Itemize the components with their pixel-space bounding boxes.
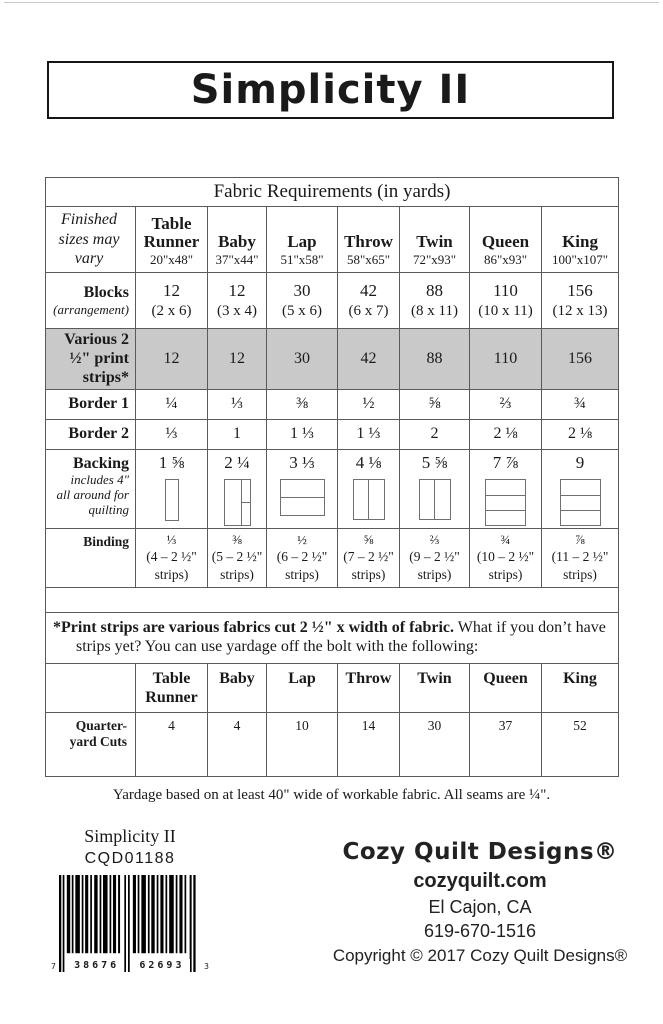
backing-cell: 4 ⅛ bbox=[338, 449, 400, 528]
strips-cell: 42 bbox=[338, 329, 400, 390]
quarter-cell: 14 bbox=[338, 712, 400, 776]
border2-cell: 2 ⅛ bbox=[542, 419, 619, 449]
border1-label: Border 1 bbox=[46, 389, 136, 419]
q-col-throw: Throw bbox=[338, 663, 400, 712]
barcode-lead-digit: 7 bbox=[51, 962, 56, 971]
blocks-cell: 88 (8 x 11) bbox=[400, 273, 470, 329]
col-header-table-runner: Table Runner 20"x48" bbox=[136, 207, 208, 273]
quarter-cell: 30 bbox=[400, 712, 470, 776]
q-col-baby: Baby bbox=[208, 663, 267, 712]
q-col-twin: Twin bbox=[400, 663, 470, 712]
strips-cell: 12 bbox=[136, 329, 208, 390]
quarter-cell: 10 bbox=[267, 712, 338, 776]
border2-label: Border 2 bbox=[46, 419, 136, 449]
backing-diagram-three-horizontal-panels bbox=[560, 479, 601, 526]
finished-sizes-note: Finished sizes may vary bbox=[46, 207, 136, 273]
blocks-cell: 110 (10 x 11) bbox=[470, 273, 542, 329]
quarter-yard-cuts-label: Quarter-yard Cuts bbox=[46, 712, 136, 776]
border2-cell: ⅓ bbox=[136, 419, 208, 449]
border2-cell: 2 bbox=[400, 419, 470, 449]
pattern-name: Simplicity II bbox=[84, 826, 176, 846]
spacer-cell bbox=[46, 587, 619, 612]
barcode-trail-digit: 3 bbox=[204, 962, 209, 971]
backing-cell: 5 ⅝ bbox=[400, 449, 470, 528]
border1-cell: ⅜ bbox=[267, 389, 338, 419]
blocks-cell: 30 (5 x 6) bbox=[267, 273, 338, 329]
border2-cell: 1 ⅓ bbox=[338, 419, 400, 449]
backing-label: Backing includes 4″ all around for quilting bbox=[46, 449, 136, 528]
title-banner bbox=[47, 61, 614, 119]
quarter-cell: 52 bbox=[542, 712, 619, 776]
quarter-header-blank bbox=[46, 663, 136, 712]
quarter-cell: 4 bbox=[208, 712, 267, 776]
border1-cell: ⅔ bbox=[470, 389, 542, 419]
backing-diagram-two-vertical-panels bbox=[419, 479, 451, 520]
company-phone: 619-670-1516 bbox=[423, 921, 537, 941]
quarter-cell: 4 bbox=[136, 712, 208, 776]
border1-cell: ½ bbox=[338, 389, 400, 419]
border2-cell: 1 bbox=[208, 419, 267, 449]
barcode-right-digits: 62693 bbox=[134, 959, 189, 972]
col-header-baby: Baby 37"x44" bbox=[208, 207, 267, 273]
binding-cell: ½ (6 – 2 ½" strips) bbox=[267, 528, 338, 587]
binding-cell: ⅓ (4 – 2 ½" strips) bbox=[136, 528, 208, 587]
backing-diagram-two-horizontal-panels bbox=[280, 479, 325, 516]
barcode-left-digits: 38676 bbox=[69, 959, 124, 972]
binding-cell: ¾ (10 – 2 ½" strips) bbox=[470, 528, 542, 587]
q-col-table-runner: Table Runner bbox=[136, 663, 208, 712]
backing-diagram-pieced-strip bbox=[224, 479, 251, 526]
backing-diagram-two-vertical-panels bbox=[353, 479, 385, 520]
border1-cell: ⅓ bbox=[208, 389, 267, 419]
blocks-label: Blocks (arrangement) bbox=[46, 273, 136, 329]
q-col-king: King bbox=[542, 663, 619, 712]
company-website: cozyquilt.com bbox=[413, 870, 547, 892]
strips-cell: 30 bbox=[267, 329, 338, 390]
size-header-row bbox=[46, 207, 619, 273]
page-title: Simplicity II bbox=[190, 67, 471, 113]
spacer-row bbox=[46, 587, 619, 612]
yardage-footnote: Yardage based on at least 40" wide of workable fabric. All seams are ¼". bbox=[112, 787, 551, 803]
border2-row bbox=[46, 419, 619, 449]
binding-cell: ⅜ (5 – 2 ½" strips) bbox=[208, 528, 267, 587]
blocks-cell: 12 (3 x 4) bbox=[208, 273, 267, 329]
strips-cell: 156 bbox=[542, 329, 619, 390]
upc-barcode bbox=[51, 875, 209, 972]
border2-cell: 2 ⅛ bbox=[470, 419, 542, 449]
backing-cell: 2 ¼ bbox=[208, 449, 267, 528]
quarter-yard-header-row bbox=[46, 663, 619, 712]
binding-row bbox=[46, 528, 619, 587]
barcode-bars bbox=[59, 875, 201, 972]
quarter-cell: 37 bbox=[470, 712, 542, 776]
blocks-row bbox=[46, 273, 619, 329]
quarter-yard-cuts-row bbox=[46, 712, 619, 776]
company-name: Cozy Quilt Designs® bbox=[342, 839, 618, 865]
binding-cell: ⅞ (11 – 2 ½" strips) bbox=[542, 528, 619, 587]
publisher-block bbox=[300, 839, 660, 966]
backing-diagram-three-horizontal-panels bbox=[485, 479, 526, 526]
q-col-queen: Queen bbox=[470, 663, 542, 712]
strips-cell: 88 bbox=[400, 329, 470, 390]
border1-row bbox=[46, 389, 619, 419]
strips-cell: 110 bbox=[470, 329, 542, 390]
page-top-edge-line bbox=[4, 2, 659, 3]
col-header-lap: Lap 51"x58" bbox=[267, 207, 338, 273]
strips-label: Various 2 ½" print strips* bbox=[46, 329, 136, 390]
col-header-queen: Queen 86"x93" bbox=[470, 207, 542, 273]
table-title-row bbox=[46, 178, 619, 207]
q-col-lap: Lap bbox=[267, 663, 338, 712]
backing-cell: 9 bbox=[542, 449, 619, 528]
border2-cell: 1 ⅓ bbox=[267, 419, 338, 449]
print-strips-note: *Print strips are various fabrics cut 2 ½" x width of fabric. What if you don’t have strips yet? You can use yardage off the bolt with the following: bbox=[46, 612, 619, 663]
binding-label: Binding bbox=[46, 528, 136, 587]
border1-cell: ¾ bbox=[542, 389, 619, 419]
col-header-twin: Twin 72"x93" bbox=[400, 207, 470, 273]
backing-row bbox=[46, 449, 619, 528]
note-row bbox=[46, 612, 619, 663]
binding-cell: ⅝ (7 – 2 ½" strips) bbox=[338, 528, 400, 587]
blocks-cell: 12 (2 x 6) bbox=[136, 273, 208, 329]
border1-cell: ⅝ bbox=[400, 389, 470, 419]
company-location: El Cajon, CA bbox=[428, 897, 532, 917]
border1-cell: ¼ bbox=[136, 389, 208, 419]
fabric-requirements-table bbox=[45, 177, 619, 777]
backing-diagram-one-vertical-panel bbox=[165, 479, 179, 521]
backing-cell: 1 ⅝ bbox=[136, 449, 208, 528]
backing-cell: 3 ⅓ bbox=[267, 449, 338, 528]
strips-cell: 12 bbox=[208, 329, 267, 390]
print-strips-row bbox=[46, 329, 619, 390]
pattern-id-block bbox=[52, 826, 208, 972]
copyright-line: Copyright © 2017 Cozy Quilt Designs® bbox=[332, 946, 628, 965]
backing-cell: 7 ⅞ bbox=[470, 449, 542, 528]
col-header-throw: Throw 58"x65" bbox=[338, 207, 400, 273]
binding-cell: ⅔ (9 – 2 ½" strips) bbox=[400, 528, 470, 587]
blocks-cell: 42 (6 x 7) bbox=[338, 273, 400, 329]
blocks-cell: 156 (12 x 13) bbox=[542, 273, 619, 329]
pattern-sku: CQD01188 bbox=[84, 850, 176, 867]
col-header-king: King 100"x107" bbox=[542, 207, 619, 273]
table-title: Fabric Requirements (in yards) bbox=[46, 178, 619, 207]
